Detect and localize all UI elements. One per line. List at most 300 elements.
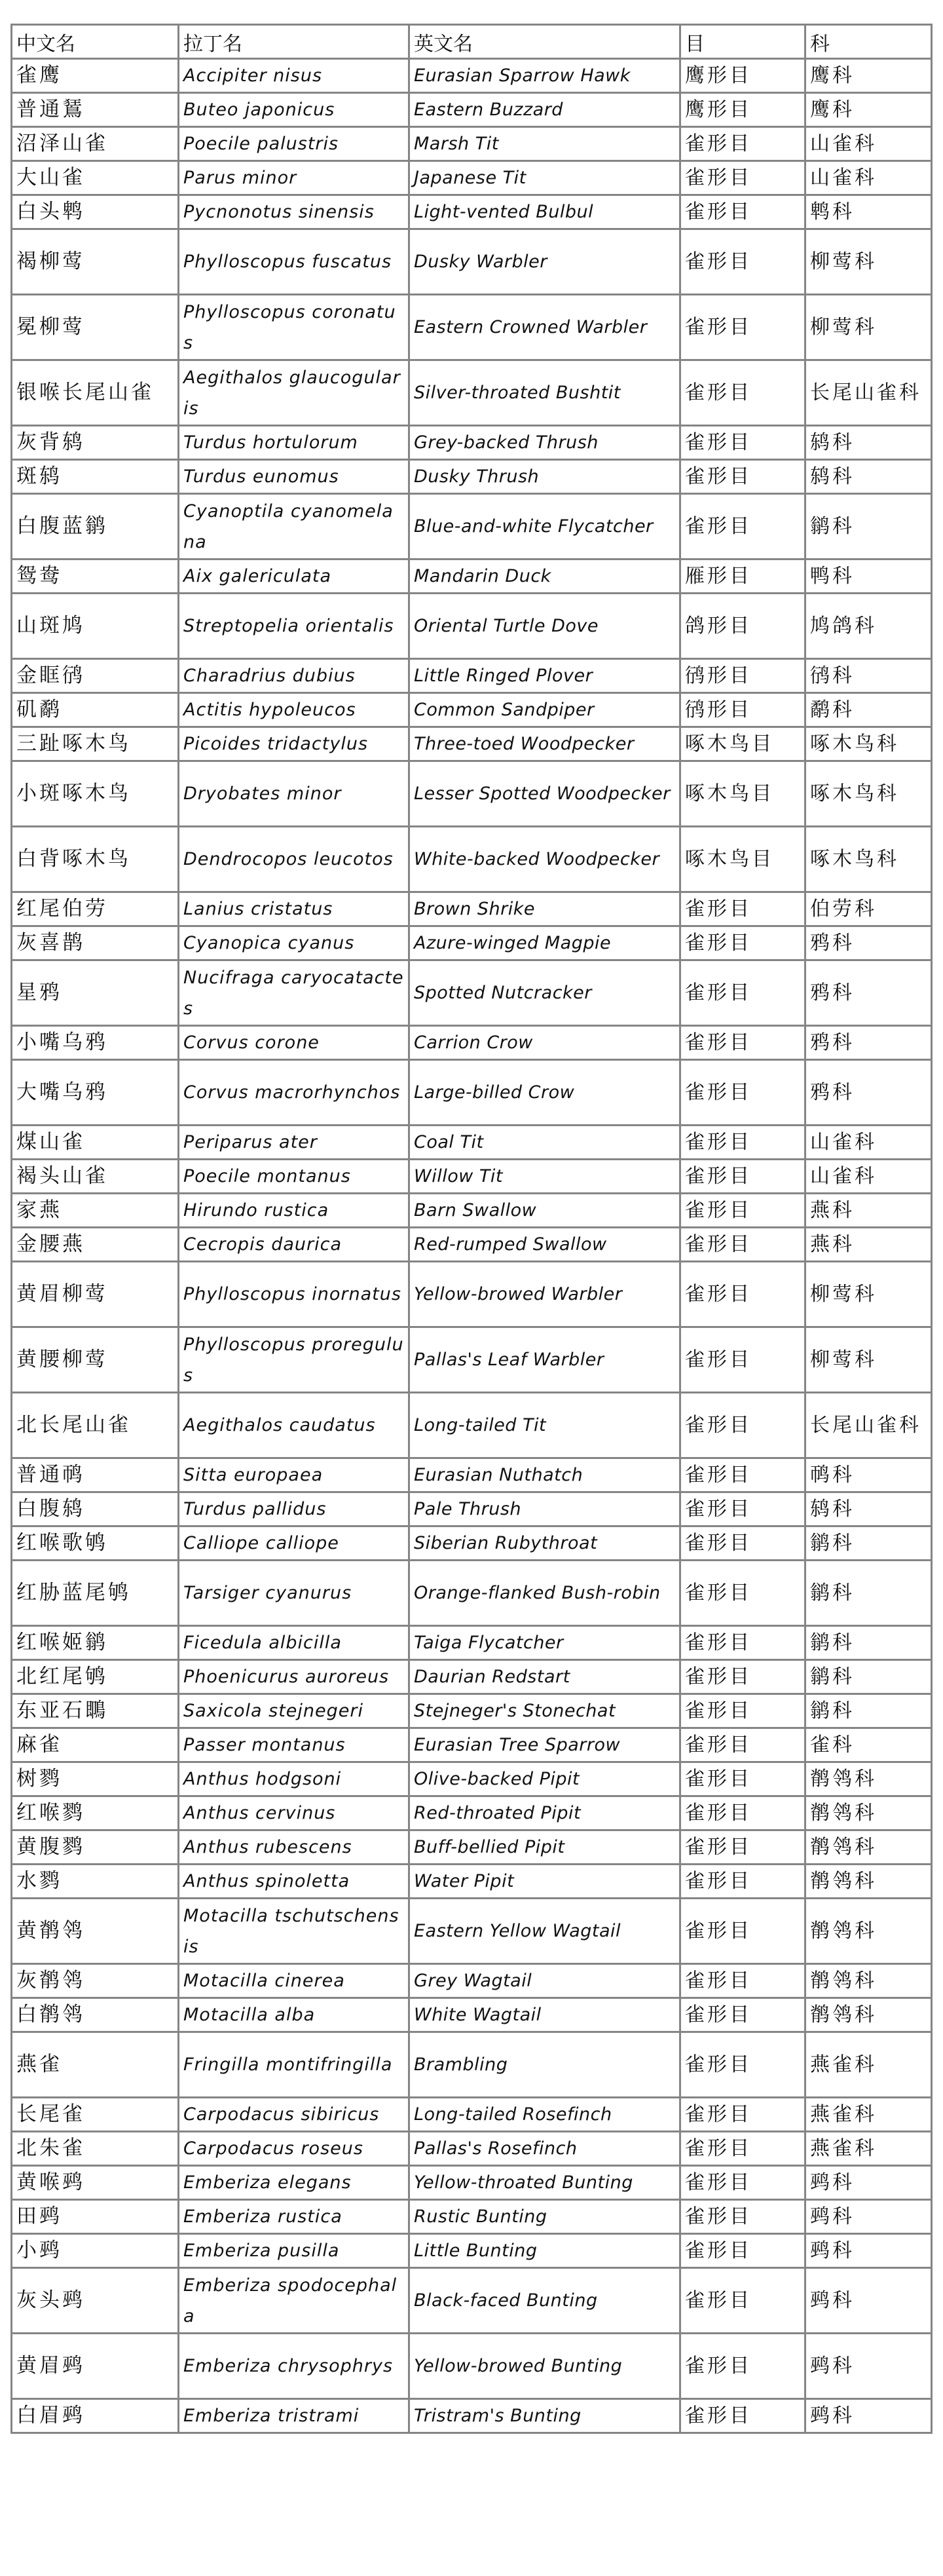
cell-latin-name: Phylloscopus coronatus [179,295,409,360]
cell-order: 雀形目 [680,1561,805,1626]
cell-english-name: Grey-backed Thrush [409,426,680,460]
cell-family: 山雀科 [805,161,932,195]
cell-latin-name: Streptopelia orientalis [179,594,409,659]
table-row [12,161,932,195]
cell-english-name: Orange-flanked Bush-robin [409,1561,680,1626]
table-row [12,2399,932,2433]
table-row [12,594,932,659]
cell-family: 鹀科 [805,2166,932,2200]
cell-english-name: Eurasian Sparrow Hawk [409,59,680,93]
table-row [12,761,932,827]
table-row [12,827,932,892]
cell-chinese-name: 小嘴乌鸦 [12,1026,179,1060]
table-row [12,1728,932,1762]
cell-family: 雀科 [805,1728,932,1762]
cell-latin-name: Sitta europaea [179,1458,409,1492]
cell-family: 鹡鸰科 [805,1998,932,2032]
cell-order: 雀形目 [680,1194,805,1228]
cell-chinese-name: 灰背鸫 [12,426,179,460]
cell-family: 鸦科 [805,1026,932,1060]
cell-order: 雀形目 [680,161,805,195]
cell-latin-name: Emberiza rustica [179,2200,409,2234]
cell-order: 雀形目 [680,926,805,960]
cell-family: 啄木鸟科 [805,727,932,761]
cell-order: 雀形目 [680,892,805,926]
cell-latin-name: Turdus pallidus [179,1492,409,1526]
table-row [12,693,932,727]
header-chinese-name: 中文名 [12,25,179,59]
cell-english-name: Oriental Turtle Dove [409,594,680,659]
table-row [12,195,932,229]
cell-family: 柳莺科 [805,1262,932,1327]
table-row [12,1262,932,1327]
cell-chinese-name: 金眶鸻 [12,659,179,693]
cell-latin-name: Actitis hypoleucos [179,693,409,727]
cell-english-name: Rustic Bunting [409,2200,680,2234]
cell-family: 山雀科 [805,1160,932,1194]
cell-english-name: Red-throated Pipit [409,1796,680,1830]
cell-order: 雀形目 [680,460,805,494]
table-row [12,1458,932,1492]
table-row [12,1327,932,1393]
cell-english-name: Eurasian Tree Sparrow [409,1728,680,1762]
cell-english-name: White Wagtail [409,1998,680,2032]
cell-chinese-name: 银喉长尾山雀 [12,360,179,426]
cell-latin-name: Aegithalos glaucogularis [179,360,409,426]
cell-latin-name: Aix galericulata [179,559,409,594]
cell-latin-name: Phylloscopus inornatus [179,1262,409,1327]
table-row [12,2132,932,2166]
cell-latin-name: Emberiza tristrami [179,2399,409,2433]
cell-chinese-name: 矶鹬 [12,693,179,727]
table-row [12,1694,932,1728]
table-row [12,1160,932,1194]
cell-latin-name: Emberiza elegans [179,2166,409,2200]
table-row [12,926,932,960]
cell-english-name: Taiga Flycatcher [409,1626,680,1660]
cell-order: 雀形目 [680,494,805,559]
cell-order: 雁形目 [680,559,805,594]
cell-chinese-name: 水鹨 [12,1865,179,1899]
cell-latin-name: Pycnonotus sinensis [179,195,409,229]
cell-order: 雀形目 [680,1393,805,1458]
cell-latin-name: Poecile montanus [179,1160,409,1194]
cell-family: 鹟科 [805,1626,932,1660]
cell-chinese-name: 黄喉鹀 [12,2166,179,2200]
cell-latin-name: Corvus corone [179,1026,409,1060]
bird-species-table [10,24,933,2434]
cell-latin-name: Cyanopica cyanus [179,926,409,960]
cell-chinese-name: 北长尾山雀 [12,1393,179,1458]
table-row [12,1865,932,1899]
cell-latin-name: Calliope calliope [179,1526,409,1561]
cell-english-name: Tristram's Bunting [409,2399,680,2433]
table-row [12,1626,932,1660]
cell-order: 雀形目 [680,360,805,426]
cell-family: 山雀科 [805,1126,932,1160]
cell-chinese-name: 白腹鸫 [12,1492,179,1526]
cell-order: 雀形目 [680,2200,805,2234]
cell-chinese-name: 大嘴乌鸦 [12,1060,179,1126]
cell-family: 鹀科 [805,2200,932,2234]
cell-chinese-name: 斑鸫 [12,460,179,494]
cell-order: 雀形目 [680,2268,805,2334]
cell-latin-name: Buteo japonicus [179,93,409,127]
cell-latin-name: Anthus hodgsoni [179,1762,409,1796]
cell-english-name: Olive-backed Pipit [409,1762,680,1796]
cell-english-name: Yellow-throated Bunting [409,2166,680,2200]
cell-order: 鹰形目 [680,59,805,93]
table-row [12,1526,932,1561]
cell-english-name: Pale Thrush [409,1492,680,1526]
cell-order: 雀形目 [680,2399,805,2433]
cell-family: 鹬科 [805,693,932,727]
cell-family: 鹀科 [805,2268,932,2334]
cell-order: 雀形目 [680,2334,805,2399]
table-row [12,727,932,761]
cell-chinese-name: 小鹀 [12,2234,179,2268]
cell-order: 鹰形目 [680,93,805,127]
cell-family: 鸦科 [805,1060,932,1126]
cell-chinese-name: 红胁蓝尾鸲 [12,1561,179,1626]
cell-order: 雀形目 [680,1694,805,1728]
cell-order: 雀形目 [680,1228,805,1262]
cell-family: 鹡鸰科 [805,1830,932,1865]
cell-english-name: Three-toed Woodpecker [409,727,680,761]
cell-latin-name: Carpodacus roseus [179,2132,409,2166]
cell-order: 雀形目 [680,2032,805,2098]
cell-latin-name: Picoides tridactylus [179,727,409,761]
table-row [12,460,932,494]
cell-latin-name: Parus minor [179,161,409,195]
cell-family: 鸫科 [805,460,932,494]
cell-order: 雀形目 [680,1660,805,1694]
cell-chinese-name: 褐头山雀 [12,1160,179,1194]
cell-chinese-name: 北朱雀 [12,2132,179,2166]
cell-family: 鹡鸰科 [805,1762,932,1796]
cell-order: 雀形目 [680,426,805,460]
cell-english-name: Dusky Warbler [409,229,680,295]
table-row [12,93,932,127]
cell-english-name: Yellow-browed Bunting [409,2334,680,2399]
table-row [12,360,932,426]
cell-family: 鹟科 [805,1660,932,1694]
cell-family: 鹎科 [805,195,932,229]
cell-order: 雀形目 [680,1998,805,2032]
table-row [12,659,932,693]
table-row [12,960,932,1026]
cell-order: 啄木鸟目 [680,827,805,892]
cell-family: 鹀科 [805,2399,932,2433]
cell-family: 山雀科 [805,127,932,161]
cell-order: 雀形目 [680,2132,805,2166]
header-english-name: 英文名 [409,25,680,59]
cell-chinese-name: 褐柳莺 [12,229,179,295]
cell-family: 长尾山雀科 [805,1393,932,1458]
table-row [12,59,932,93]
cell-english-name: Japanese Tit [409,161,680,195]
cell-chinese-name: 长尾雀 [12,2098,179,2132]
cell-english-name: Coal Tit [409,1126,680,1160]
cell-english-name: Black-faced Bunting [409,2268,680,2334]
cell-latin-name: Emberiza spodocephala [179,2268,409,2334]
cell-latin-name: Cecropis daurica [179,1228,409,1262]
cell-latin-name: Emberiza pusilla [179,2234,409,2268]
cell-english-name: Red-rumped Swallow [409,1228,680,1262]
cell-chinese-name: 普通䴓 [12,1458,179,1492]
cell-latin-name: Hirundo rustica [179,1194,409,1228]
cell-latin-name: Ficedula albicilla [179,1626,409,1660]
cell-family: 鹡鸰科 [805,1865,932,1899]
cell-order: 雀形目 [680,1865,805,1899]
cell-english-name: Azure-winged Magpie [409,926,680,960]
table-row [12,494,932,559]
cell-family: 鹟科 [805,1561,932,1626]
cell-english-name: Dusky Thrush [409,460,680,494]
cell-order: 雀形目 [680,2234,805,2268]
table-row [12,2032,932,2098]
cell-family: 长尾山雀科 [805,360,932,426]
cell-english-name: Brown Shrike [409,892,680,926]
cell-order: 雀形目 [680,1327,805,1393]
cell-family: 䴓科 [805,1458,932,1492]
cell-latin-name: Nucifraga caryocatactes [179,960,409,1026]
cell-english-name: Large-billed Crow [409,1060,680,1126]
cell-family: 鸭科 [805,559,932,594]
table-row [12,1393,932,1458]
cell-english-name: Light-vented Bulbul [409,195,680,229]
cell-latin-name: Tarsiger cyanurus [179,1561,409,1626]
cell-family: 啄木鸟科 [805,761,932,827]
cell-order: 雀形目 [680,1728,805,1762]
cell-chinese-name: 灰鹡鸰 [12,1964,179,1998]
cell-english-name: Buff-bellied Pipit [409,1830,680,1865]
cell-english-name: Yellow-browed Warbler [409,1262,680,1327]
cell-order: 雀形目 [680,1964,805,1998]
cell-chinese-name: 鸳鸯 [12,559,179,594]
cell-order: 雀形目 [680,1126,805,1160]
table-row [12,1899,932,1964]
cell-english-name: Common Sandpiper [409,693,680,727]
cell-family: 鹡鸰科 [805,1796,932,1830]
cell-family: 燕雀科 [805,2132,932,2166]
cell-order: 雀形目 [680,2166,805,2200]
table-row [12,229,932,295]
cell-english-name: Eastern Yellow Wagtail [409,1899,680,1964]
cell-chinese-name: 煤山雀 [12,1126,179,1160]
table-row [12,2200,932,2234]
cell-order: 雀形目 [680,127,805,161]
table-row [12,559,932,594]
cell-english-name: Little Ringed Plover [409,659,680,693]
cell-family: 鹡鸰科 [805,1964,932,1998]
header-order: 目 [680,25,805,59]
cell-latin-name: Anthus rubescens [179,1830,409,1865]
cell-family: 鹟科 [805,1526,932,1561]
cell-family: 鹟科 [805,494,932,559]
cell-chinese-name: 白眉鹀 [12,2399,179,2433]
cell-english-name: Grey Wagtail [409,1964,680,1998]
table-row [12,1964,932,1998]
cell-chinese-name: 普通鵟 [12,93,179,127]
cell-english-name: Mandarin Duck [409,559,680,594]
cell-chinese-name: 北红尾鸲 [12,1660,179,1694]
cell-latin-name: Poecile palustris [179,127,409,161]
cell-chinese-name: 白腹蓝鹟 [12,494,179,559]
cell-order: 雀形目 [680,1026,805,1060]
cell-latin-name: Turdus hortulorum [179,426,409,460]
cell-latin-name: Accipiter nisus [179,59,409,93]
cell-family: 鸫科 [805,1492,932,1526]
cell-latin-name: Aegithalos caudatus [179,1393,409,1458]
cell-english-name: Lesser Spotted Woodpecker [409,761,680,827]
cell-latin-name: Carpodacus sibiricus [179,2098,409,2132]
cell-family: 柳莺科 [805,1327,932,1393]
cell-english-name: Silver-throated Bushtit [409,360,680,426]
cell-order: 雀形目 [680,1526,805,1561]
cell-order: 雀形目 [680,195,805,229]
cell-family: 鸦科 [805,926,932,960]
table-row [12,1492,932,1526]
cell-chinese-name: 麻雀 [12,1728,179,1762]
cell-latin-name: Motacilla alba [179,1998,409,2032]
cell-latin-name: Motacilla cinerea [179,1964,409,1998]
cell-english-name: Eastern Crowned Warbler [409,295,680,360]
cell-chinese-name: 三趾啄木鸟 [12,727,179,761]
cell-family: 啄木鸟科 [805,827,932,892]
cell-latin-name: Anthus cervinus [179,1796,409,1830]
cell-english-name: Spotted Nutcracker [409,960,680,1026]
cell-english-name: Marsh Tit [409,127,680,161]
table-row [12,2268,932,2334]
table-body [12,59,932,2433]
cell-english-name: Siberian Rubythroat [409,1526,680,1561]
cell-chinese-name: 金腰燕 [12,1228,179,1262]
cell-chinese-name: 红喉鹨 [12,1796,179,1830]
cell-english-name: Eurasian Nuthatch [409,1458,680,1492]
cell-english-name: Carrion Crow [409,1026,680,1060]
cell-chinese-name: 黄腰柳莺 [12,1327,179,1393]
cell-chinese-name: 大山雀 [12,161,179,195]
table-row [12,127,932,161]
cell-chinese-name: 黄腹鹨 [12,1830,179,1865]
cell-order: 雀形目 [680,1492,805,1526]
table-row [12,1060,932,1126]
cell-english-name: Pallas's Leaf Warbler [409,1327,680,1393]
cell-chinese-name: 燕雀 [12,2032,179,2098]
cell-order: 雀形目 [680,1830,805,1865]
cell-latin-name: Anthus spinoletta [179,1865,409,1899]
cell-family: 柳莺科 [805,295,932,360]
cell-order: 雀形目 [680,1796,805,1830]
table-row [12,1126,932,1160]
cell-latin-name: Turdus eunomus [179,460,409,494]
cell-chinese-name: 星鸦 [12,960,179,1026]
cell-family: 鸻科 [805,659,932,693]
cell-chinese-name: 灰喜鹊 [12,926,179,960]
table-row [12,295,932,360]
cell-chinese-name: 白背啄木鸟 [12,827,179,892]
cell-family: 燕雀科 [805,2032,932,2098]
cell-order: 鸽形目 [680,594,805,659]
cell-latin-name: Fringilla montifringilla [179,2032,409,2098]
cell-order: 雀形目 [680,1899,805,1964]
cell-english-name: Stejneger's Stonechat [409,1694,680,1728]
cell-order: 雀形目 [680,1262,805,1327]
table-row [12,1796,932,1830]
cell-order: 雀形目 [680,960,805,1026]
header-latin-name: 拉丁名 [179,25,409,59]
cell-latin-name: Charadrius dubius [179,659,409,693]
bird-species-table-container [10,24,931,2434]
cell-family: 鹟科 [805,1694,932,1728]
cell-latin-name: Phoenicurus auroreus [179,1660,409,1694]
cell-family: 柳莺科 [805,229,932,295]
cell-english-name: White-backed Woodpecker [409,827,680,892]
table-row [12,1026,932,1060]
cell-order: 鸻形目 [680,659,805,693]
cell-latin-name: Motacilla tschutschensis [179,1899,409,1964]
cell-latin-name: Saxicola stejnegeri [179,1694,409,1728]
cell-order: 雀形目 [680,1762,805,1796]
cell-chinese-name: 黄鹡鸰 [12,1899,179,1964]
cell-order: 雀形目 [680,1060,805,1126]
cell-family: 鸠鸽科 [805,594,932,659]
table-row [12,1660,932,1694]
cell-latin-name: Dendrocopos leucotos [179,827,409,892]
cell-english-name: Barn Swallow [409,1194,680,1228]
cell-family: 鹡鸰科 [805,1899,932,1964]
cell-order: 鸻形目 [680,693,805,727]
cell-chinese-name: 白头鹎 [12,195,179,229]
cell-english-name: Long-tailed Tit [409,1393,680,1458]
cell-family: 鸫科 [805,426,932,460]
cell-chinese-name: 黄眉柳莺 [12,1262,179,1327]
cell-english-name: Brambling [409,2032,680,2098]
cell-latin-name: Phylloscopus fuscatus [179,229,409,295]
cell-chinese-name: 冕柳莺 [12,295,179,360]
table-row [12,1561,932,1626]
table-row [12,2166,932,2200]
cell-chinese-name: 灰头鹀 [12,2268,179,2334]
table-row [12,2234,932,2268]
cell-latin-name: Periparus ater [179,1126,409,1160]
table-header-row [12,25,932,59]
cell-latin-name: Lanius cristatus [179,892,409,926]
cell-chinese-name: 树鹨 [12,1762,179,1796]
cell-chinese-name: 小斑啄木鸟 [12,761,179,827]
cell-order: 雀形目 [680,2098,805,2132]
cell-chinese-name: 白鹡鸰 [12,1998,179,2032]
cell-chinese-name: 红喉姬鹟 [12,1626,179,1660]
table-row [12,426,932,460]
cell-order: 雀形目 [680,229,805,295]
cell-order: 雀形目 [680,1160,805,1194]
cell-order: 雀形目 [680,1626,805,1660]
table-row [12,2098,932,2132]
cell-order: 啄木鸟目 [680,761,805,827]
cell-chinese-name: 黄眉鹀 [12,2334,179,2399]
cell-english-name: Little Bunting [409,2234,680,2268]
cell-family: 燕科 [805,1228,932,1262]
table-row [12,1762,932,1796]
cell-family: 鹰科 [805,59,932,93]
cell-family: 燕雀科 [805,2098,932,2132]
cell-chinese-name: 东亚石䳭 [12,1694,179,1728]
cell-latin-name: Corvus macrorhynchos [179,1060,409,1126]
table-row [12,1194,932,1228]
cell-order: 雀形目 [680,1458,805,1492]
